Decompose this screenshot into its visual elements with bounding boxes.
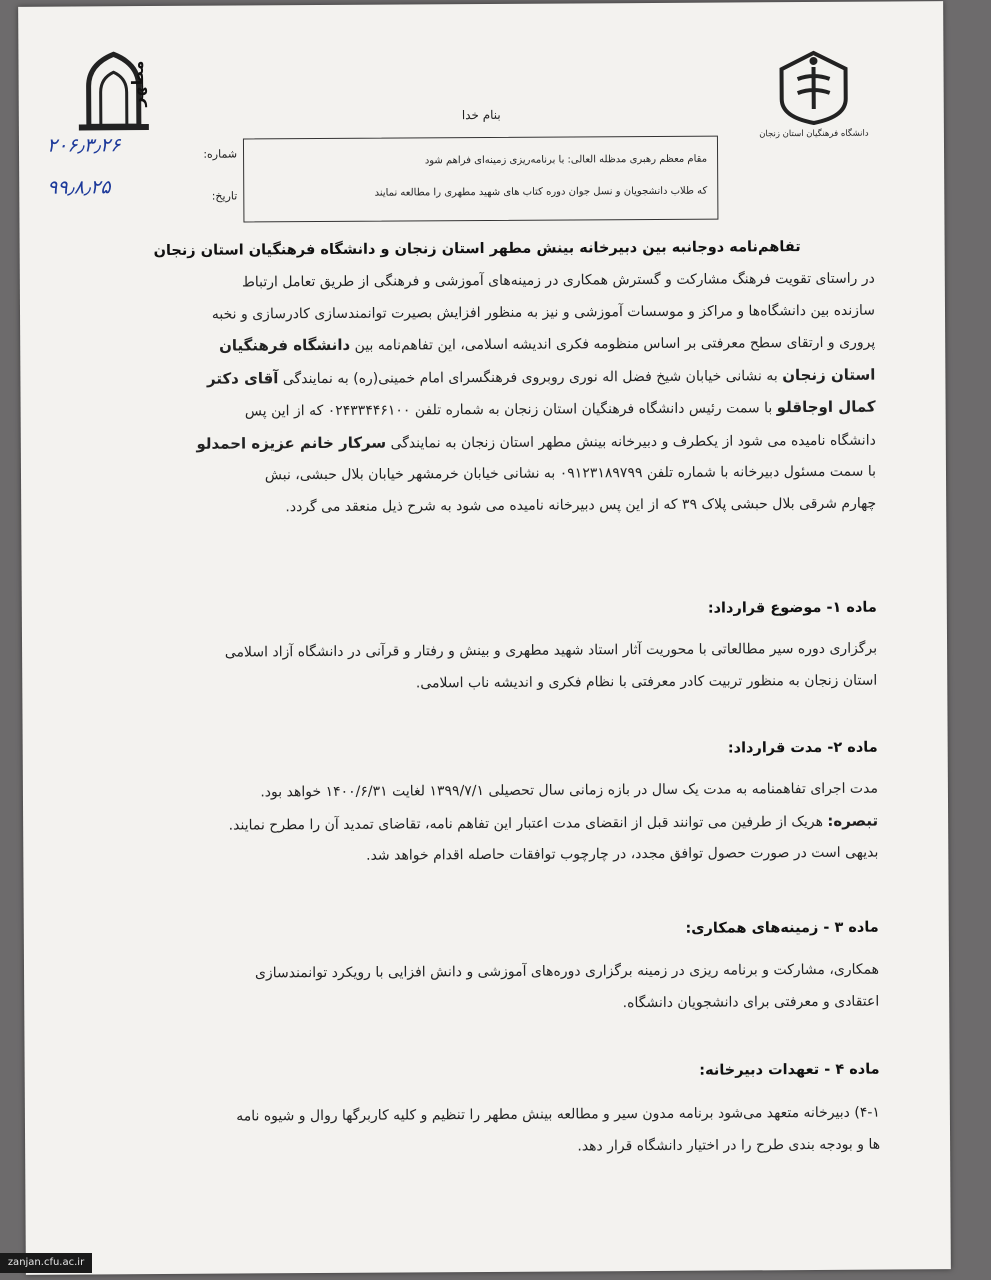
farhangian-university-logo bbox=[753, 47, 874, 158]
quote-line-1: مقام معظم رهبری مدظله العالی: با برنامه‌ریزی زمینه‌ای فراهم شود bbox=[424, 153, 708, 167]
article-3-body: همکاری، مشارکت و برنامه ریزی در زمینه برگزاری دوره‌های آموزشی و دانش افزایی با رویکرد توانمندسازی اعتقادی و معرفتی برای دانشجویان دانشگاه. bbox=[254, 961, 880, 1011]
intro-line: کمال اوجاقلو با سمت رئیس دانشگاه فرهنگیان استان زنجان به شماره تلفن ۰۲۴۳۳۴۴۶۱۰۰ که از این پس bbox=[244, 397, 876, 420]
article-4-body: ۴-۱) دبیرخانه متعهد می‌شود برنامه مدون سیر و مطالعه بینش مطهر را تنظیم و کلیه کاربرگها روال و شیوه نامه ها و بودجه بندی طرح را در اختیار دانشگاه قرار دهد. bbox=[236, 1104, 881, 1154]
date-label: تاریخ: bbox=[211, 189, 238, 203]
article-1-body: برگزاری دوره سیر مطالعاتی با محوریت آثار استاد شهید مطهری و بینش و رفتار و قرآنی در دانشگاه آزاد اسلامی استان زنجان به منظور تربیت کادر معرفتی با نظام فکری و اندیشه ناب اسلامی. bbox=[224, 640, 878, 691]
intro-line: با سمت مسئول دبیرخانه با شماره تلفن ۰۹۱۲۳۱۸۹۷۹۹ به نشانی خیابان خرمشهر خیابان بلال حبشی، نبش bbox=[264, 463, 877, 484]
bismillah-heading: بنام خدا bbox=[461, 107, 501, 123]
right-logo-text: دانشگاه فرهنگیان استان زنجان bbox=[759, 128, 869, 140]
leader-quote-box bbox=[243, 136, 719, 223]
note-label: تبصره: bbox=[827, 811, 879, 830]
representative-name: سرکار خانم عزیزه احمدلو bbox=[196, 433, 387, 453]
intro-line: دانشگاه نامیده می شود از یکطرف و دبیرخانه بینش مطهر استان زنجان به نمایندگی سرکار خانم عزیزه احمدلو bbox=[196, 432, 876, 453]
representative-name: آقای دکتر bbox=[206, 368, 279, 388]
intro-line: پروری و ارتقای سطح معرفتی بر اساس منظومه فکری اندیشه اسلامی، این تفاهم‌نامه بین دانشگاه فرهنگیان bbox=[218, 334, 876, 355]
article-4-heading: ماده ۴ - تعهدات دبیرخانه: bbox=[699, 1061, 880, 1079]
representative-name: کمال اوجاقلو bbox=[776, 397, 876, 417]
article-1-heading: ماده ۱- موضوع قرارداد: bbox=[707, 599, 877, 617]
article-2-body: مدت اجرای تفاهمنامه به مدت یک سال در بازه زمانی سال تحصیلی ۱۳۹۹/۷/۱ لغایت ۱۴۰۰/۶/۳۱ خواهد بود. تبصره: هریک از طرفین می توانند قبل از انقضای مدت اعتبار این تفاهم نامه، تقاضای تمدید آن را مطرح نمایند. بدیهی است در صورت حصول توافق مجدد، در چارچوب توافقات حاصله اقدام خواهد شد. bbox=[228, 780, 879, 864]
intro-line: استان زنجان به نشانی خیابان شیخ فضل اله نوری روبروی فرهنگسرای امام خمینی(ره) به نمایندگی آقای دکتر bbox=[206, 365, 876, 388]
document-title: تفاهم‌نامه دوجانبه بین دبیرخانه بینش مطهر استان زنجان و دانشگاه فرهنگیان استان زنجان bbox=[153, 239, 801, 260]
letter-number bbox=[46, 134, 238, 161]
date-value: ۹۹٫۸٫۲۵ bbox=[47, 176, 111, 199]
number-value: ۲۰۶٫۳٫۲۶ bbox=[46, 134, 121, 157]
letter-date bbox=[47, 176, 238, 203]
article-3-heading: ماده ۳ - زمینه‌های همکاری: bbox=[685, 919, 879, 937]
number-label: شماره: bbox=[203, 147, 238, 161]
left-logo-text: مطهر bbox=[127, 60, 148, 107]
intro-line: سازنده بین دانشگاه‌ها و مراکز و موسسات آموزشی و نیز به منظور افزایش بصیرت توانمندسازی کادرسازی و نخبه bbox=[211, 302, 876, 323]
intro-line: در راستای تقویت فرهنگ مشارکت و گسترش همکاری در زمینه‌های آموزشی و فرهنگی از طریق تعامل ارتباط bbox=[241, 270, 875, 291]
party-name: دانشگاه فرهنگیان bbox=[218, 335, 351, 355]
document-page bbox=[18, 1, 951, 1275]
intro-line: چهارم شرقی بلال حبشی پلاک ۳۹ که از این پس دبیرخانه نامیده می شود به شرح ذیل منعقد می گردد. bbox=[285, 495, 877, 515]
party-name: استان زنجان bbox=[782, 365, 876, 384]
site-watermark: zanjan.cfu.ac.ir bbox=[0, 1253, 92, 1273]
intro-paragraph bbox=[80, 264, 877, 525]
quote-line-2: که طلاب دانشجویان و نسل جوان دوره کتاب های شهید مطهری را مطالعه نمایند bbox=[374, 185, 708, 199]
article-2-heading: ماده ۲- مدت قرارداد: bbox=[727, 739, 878, 757]
